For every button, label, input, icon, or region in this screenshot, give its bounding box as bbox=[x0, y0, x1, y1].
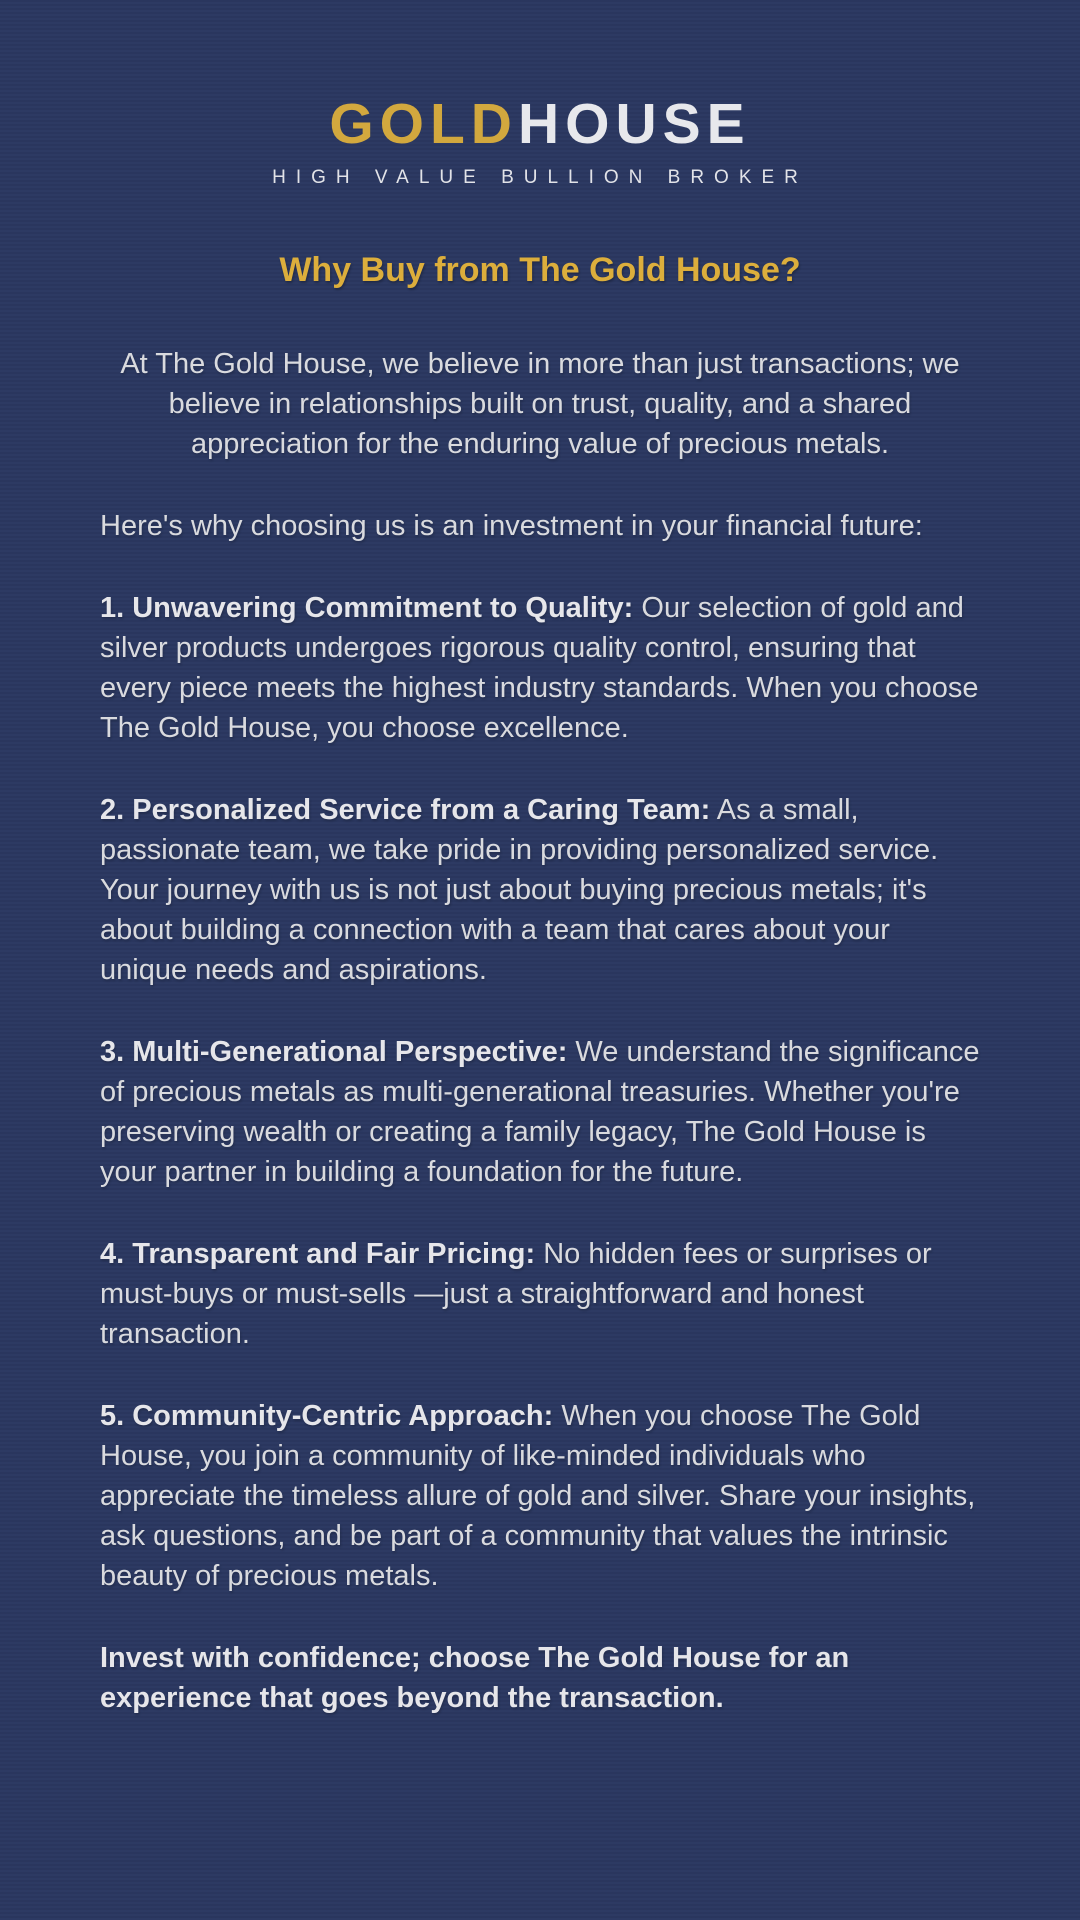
logo-tagline: HIGH VALUE BULLION BROKER bbox=[272, 167, 808, 188]
header bbox=[100, 92, 980, 189]
closing-paragraph: Invest with confidence; choose The Gold House for an experience that goes beyond the transaction. bbox=[100, 1642, 850, 1714]
benefit-item-4 bbox=[100, 1234, 980, 1354]
lead-paragraph: Here's why choosing us is an investment in your financial future: bbox=[100, 510, 923, 542]
brand-logo bbox=[100, 92, 980, 156]
benefit-item-1-title: 1. Unwavering Commitment to Quality: bbox=[100, 592, 634, 624]
benefit-item-5 bbox=[100, 1396, 980, 1596]
benefit-item-1-body: Our selection of gold and silver products undergoes rigorous quality control, ensuring that every piece meets the highest industry standards. When you choose The Gold House, you choose excellence. bbox=[100, 592, 979, 744]
body-copy bbox=[100, 344, 980, 1718]
benefit-item-1 bbox=[100, 588, 980, 748]
benefit-item-4-body: No hidden fees or surprises or must-buys or must-sells —just a straightforward and honest transaction. bbox=[100, 1238, 932, 1350]
benefit-item-2 bbox=[100, 790, 980, 990]
benefit-item-2-title: 2. Personalized Service from a Caring Team: bbox=[100, 794, 711, 826]
benefit-item-5-body: When you choose The Gold House, you join a community of like-minded individuals who appreciate the timeless allure of gold and silver. Share your insights, ask questions, and be part of a community that values the intrinsic beauty of precious metals. bbox=[100, 1400, 976, 1592]
benefit-item-3-body: We understand the significance of precious metals as multi-generational treasuries. Whether you're preserving wealth or creating a family legacy, The Gold House is your partner in building a foundation for the future. bbox=[100, 1036, 980, 1188]
benefit-item-5-title: 5. Community-Centric Approach: bbox=[100, 1400, 554, 1432]
logo-white-text: HOUSE bbox=[517, 92, 751, 156]
benefit-item-2-body: As a small, passionate team, we take pride in providing personalized service. Your journey with us is not just about buying precious metals; it's about building a connection with a team that cares about your unique needs and aspirations. bbox=[100, 794, 939, 986]
logo-gold-text: GOLD bbox=[329, 92, 518, 156]
page-title: Why Buy from The Gold House? bbox=[279, 251, 801, 289]
benefit-item-4-title: 4. Transparent and Fair Pricing: bbox=[100, 1238, 536, 1270]
intro-paragraph: At The Gold House, we believe in more than just transactions; we believe in relationships built on trust, quality, and a shared appreciation for the enduring value of precious metals. bbox=[120, 348, 960, 460]
benefit-item-3-title: 3. Multi-Generational Perspective: bbox=[100, 1036, 568, 1068]
benefit-item-3 bbox=[100, 1032, 980, 1192]
